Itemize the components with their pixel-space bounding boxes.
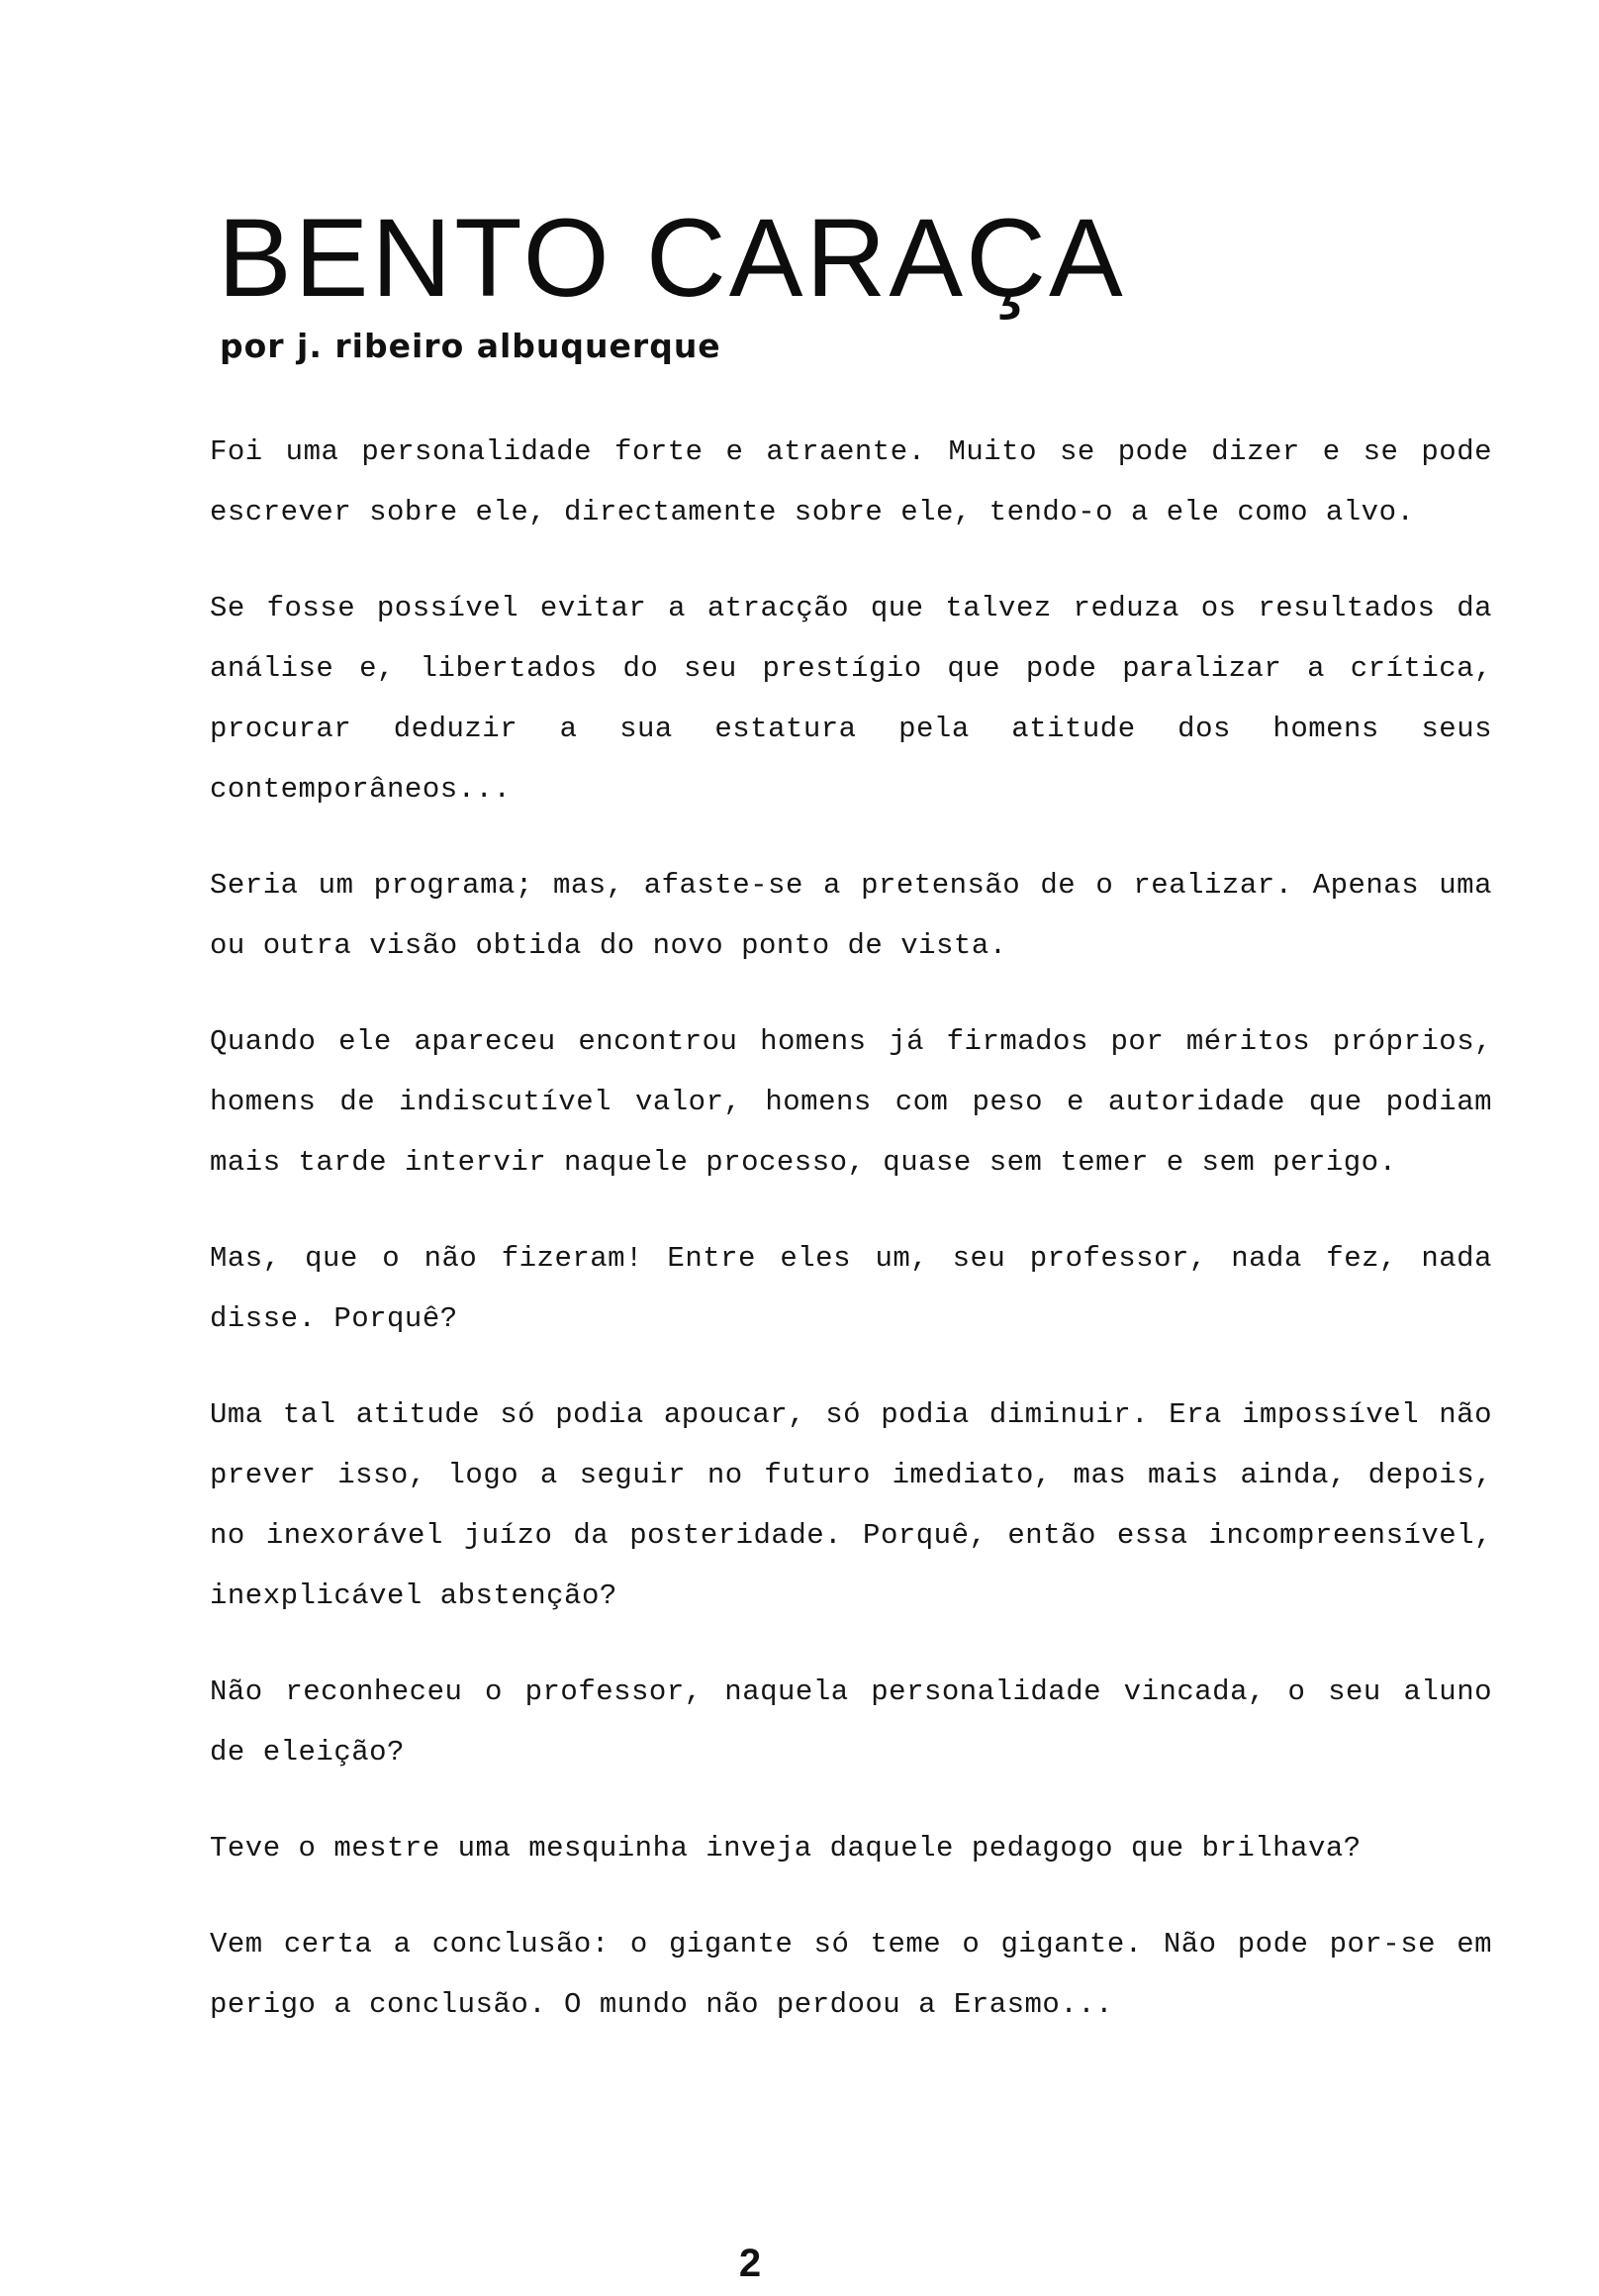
paragraph: Foi uma personalidade forte e atraente. Muito se pode dizer e se pode escrever sobre ele, directamente sobre ele, tendo-o a ele como alvo.: [210, 435, 1492, 528]
paragraph: Quando ele apareceu encontrou homens já firmados por méritos próprios, homens de indiscutível valor, homens com peso e autoridade que podiam mais tarde intervir naquele processo, quase sem temer e sem perigo.: [210, 1025, 1492, 1179]
paragraph: Vem certa a conclusão: o gigante só teme o gigante. Não pode por-se em perigo a conclusão. O mundo não perdoou a Erasmo...: [210, 1928, 1492, 2021]
paragraph: Uma tal atitude só podia apoucar, só podia diminuir. Era impossível não prever isso, logo a seguir no futuro imediato, mas mais ainda, depois, no inexorável juízo da posteridade. Porquê, então essa incompreensível, inexplicável abstenção?: [210, 1398, 1492, 1612]
article-body: [210, 422, 1492, 2070]
article-byline: por j. ribeiro albuquerque: [220, 327, 721, 365]
article-title: BENTO CARAÇA: [218, 196, 1126, 320]
paragraph: Não reconheceu o professor, naquela personalidade vincada, o seu aluno de eleição?: [210, 1675, 1492, 1769]
paragraph: Seria um programa; mas, afaste-se a pretensão de o realizar. Apenas uma ou outra visão obtida do novo ponto de vista.: [210, 869, 1492, 962]
page-number: 2: [738, 2242, 762, 2285]
paragraph: Mas, que o não fizeram! Entre eles um, seu professor, nada fez, nada disse. Porquê?: [210, 1242, 1492, 1335]
paragraph: Teve o mestre uma mesquinha inveja daquele pedagogo que brilhava?: [210, 1832, 1362, 1865]
paragraph: Se fosse possível evitar a atracção que talvez reduza os resultados da análise e, libertados do seu prestígio que pode paralizar a crítica, procurar deduzir a sua estatura pela atitude dos homens seus contemporâneos...: [210, 592, 1492, 806]
